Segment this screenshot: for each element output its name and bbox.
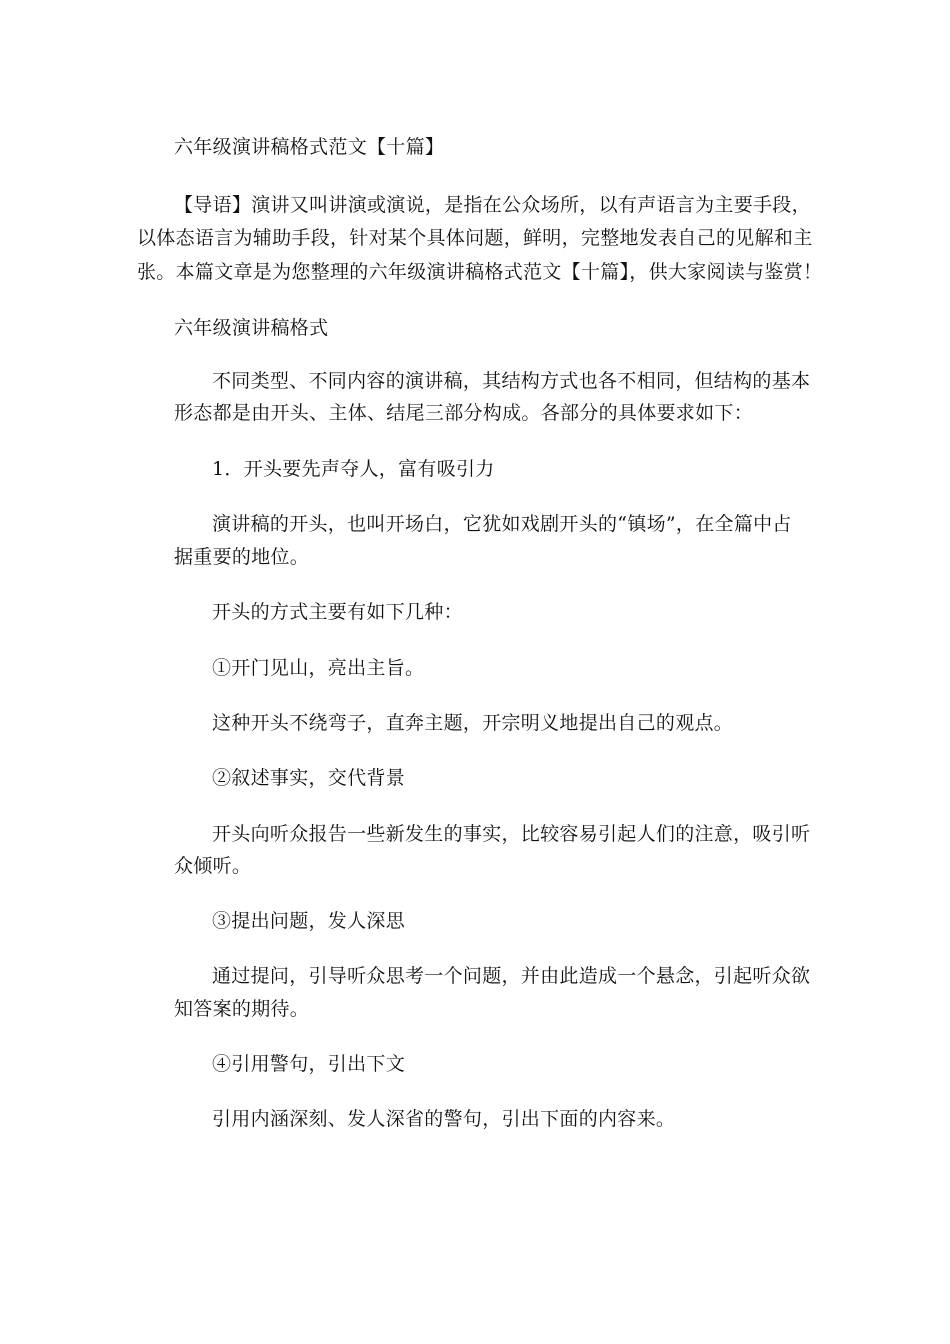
intro-line-3: 张。本篇文章是为您整理的六年级演讲稿格式范文【十篇】，供大家阅读与鉴赏！ — [137, 261, 823, 283]
structure-line-1: 不同类型、不同内容的演讲稿，其结构方式也各不相同，但结构的基本 — [212, 370, 811, 392]
point1-heading: 1．开头要先声夺人，富有吸引力 — [212, 458, 495, 480]
method2-desc-line-2: 众倾听。 — [174, 855, 252, 877]
method2-title: ②叙述事实，交代背景 — [212, 767, 406, 789]
opening-line-1: 演讲稿的开头，也叫开场白，它犹如戏剧开头的“镇场”，在全篇中占 — [212, 513, 792, 535]
method3-desc-line-1: 通过提问，引导听众思考一个问题，并由此造成一个悬念，引起听众欲 — [212, 965, 811, 987]
method2-desc-line-1: 开头向听众报告一些新发生的事实，比较容易引起人们的注意，吸引听 — [212, 823, 811, 845]
intro-line-2: 以体态语言为辅助手段，针对某个具体问题，鲜明，完整地发表自己的见解和主 — [137, 227, 813, 249]
method1-desc: 这种开头不绕弯子，直奔主题，开宗明义地提出自己的观点。 — [212, 712, 734, 734]
document-title: 六年级演讲稿格式范文【十篇】 — [174, 136, 445, 158]
method4-desc: 引用内涵深刻、发人深省的警句，引出下面的内容来。 — [212, 1108, 676, 1130]
structure-line-2: 形态都是由开头、主体、结尾三部分构成。各部分的具体要求如下： — [174, 402, 754, 424]
method1-title: ①开门见山，亮出主旨。 — [212, 657, 425, 679]
methods-intro: 开头的方式主要有如下几种： — [212, 601, 463, 623]
method3-desc-line-2: 知答案的期待。 — [174, 998, 310, 1020]
section-heading: 六年级演讲稿格式 — [174, 317, 329, 339]
opening-line-2: 据重要的地位。 — [174, 546, 310, 568]
method3-title: ③提出问题，发人深思 — [212, 910, 406, 932]
method4-title: ④引用警句，引出下文 — [212, 1053, 406, 1075]
intro-line-1: 【导语】演讲又叫讲演或演说，是指在公众场所，以有声语言为主要手段， — [174, 194, 811, 216]
